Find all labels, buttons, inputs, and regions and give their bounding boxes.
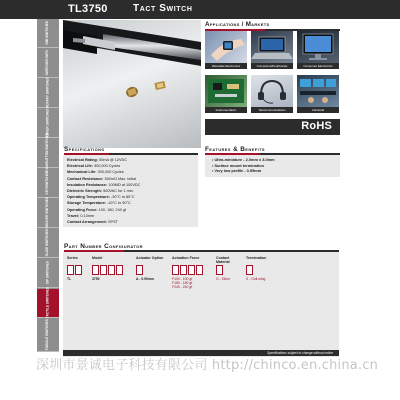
pn-cell-series-1 — [67, 265, 74, 275]
pn-cell-actuator — [136, 265, 143, 275]
app-instrumentation — [205, 75, 247, 113]
applications-title: Applications / Markets — [205, 21, 270, 28]
spec-row: Travel: 0.13mm — [67, 213, 95, 218]
pn-option-force-180: F180 - 180 gf — [172, 281, 193, 285]
pn-option-contact: G - Silver — [216, 277, 231, 281]
rohs-label: RoHS — [301, 120, 332, 132]
spec-row: Electrical Rating: 50mA @ 12VDC — [67, 158, 128, 162]
spec-row: Operating Force: 100, 180, 240 gf — [67, 207, 127, 212]
app-caption: Instrumentation — [205, 107, 247, 113]
monitor-icon — [297, 31, 339, 63]
tab-switches-info[interactable]: SWITCHES INFO — [37, 49, 59, 78]
spec-row: Storage Temperature: -40°C to 90°C — [67, 201, 131, 206]
pn-cell-force-1 — [172, 265, 179, 275]
app-computers — [251, 31, 293, 69]
features-title: Features & Benefits — [205, 146, 265, 153]
product-photo — [63, 20, 201, 148]
app-caption: Industrial — [297, 107, 339, 113]
app-wearable — [205, 31, 247, 69]
spec-row: Insulation Resistance: 100MΩ at 100VDC — [67, 182, 141, 187]
feature-item: • Very low profile - 0.55mm — [212, 168, 262, 174]
tab-dip-switches[interactable]: DIP SWITCHES — [37, 259, 59, 288]
pn-cell-model-3 — [108, 265, 115, 275]
tab-keyswitches[interactable]: KEYSWITCHES — [37, 169, 59, 198]
features-list — [212, 157, 332, 174]
tab-rocker-switches[interactable]: ROCKER SWITCHES — [37, 199, 59, 228]
app-caption: Consumer Electronics — [297, 63, 339, 69]
control-room-icon — [297, 75, 339, 107]
spec-row: Mechanical Life: 300,000 Cycles — [67, 170, 124, 175]
pn-option-termination: S - Gull-wing — [246, 277, 266, 281]
pn-cell-series-2 — [75, 265, 82, 275]
pn-cell-model-1 — [92, 265, 99, 275]
pn-option-actuator: A - 0.90mm — [136, 277, 154, 281]
headset-icon — [251, 75, 293, 107]
spec-row: Dielectric Strength: 500VAC for 1 min. — [67, 189, 134, 194]
pn-option-force-100: F100 - 100 gf — [172, 277, 193, 281]
category-tabs — [37, 19, 59, 352]
spec-row: Operating Temperature: -30°C to 85°C — [67, 195, 135, 200]
tab-toggle-switches[interactable]: TOGGLE SWITCHES — [37, 319, 59, 352]
pn-label-termination: Termination — [246, 256, 267, 260]
app-caption: Telecommunications — [251, 107, 293, 113]
pn-label-series: Series — [67, 256, 78, 260]
app-telecom — [251, 75, 293, 113]
pn-cell-model-4 — [116, 265, 123, 275]
pn-option-series: TL — [67, 277, 72, 281]
header-bar — [0, 0, 400, 19]
rohs-badge — [205, 119, 340, 135]
spec-row: Contact Resistance: 500mΩ Max. initial — [67, 176, 136, 181]
app-industrial — [297, 75, 339, 113]
spec-row: Contact Arrangement: SPST — [67, 220, 118, 225]
wrist-watch-icon — [205, 31, 247, 63]
tab-emi-switches[interactable]: EMI SWITCHES — [37, 19, 59, 48]
pn-label-actuator: Actuator Option — [136, 256, 164, 260]
tab-tactile-switches[interactable]: TACTILE SWITCHES — [37, 289, 59, 318]
specifications-title: Specifications — [64, 146, 105, 153]
configurator-title: Part Number Configurator — [64, 243, 143, 250]
tab-rotary-switches[interactable]: ROTARY SWITCHES — [37, 79, 59, 108]
pn-cell-contact — [216, 265, 223, 275]
pn-option-force-240: F240 - 240 gf — [172, 285, 193, 289]
pn-cell-force-4 — [196, 265, 203, 275]
circuit-board-icon — [205, 75, 247, 107]
product-title: Tact Switch — [133, 3, 193, 14]
specifications-list — [67, 157, 197, 225]
tab-slide-switches[interactable]: SLIDE SWITCHES — [37, 229, 59, 258]
spec-row: Electrical Life: 300,000 Cycles — [67, 164, 121, 169]
pn-cell-force-2 — [180, 265, 187, 275]
model-number: TL3750 — [68, 3, 108, 15]
pn-cell-termination — [246, 265, 253, 275]
pen-and-switches-image — [63, 20, 201, 148]
tab-pushbutton-switches[interactable]: PUSHBUTTON SWITCHES — [37, 139, 59, 168]
pn-option-model: 3750 — [92, 277, 100, 281]
laptop-icon — [251, 31, 293, 63]
feature-item: • Ultra-miniature - 2.0mm x 3.0mm — [212, 157, 275, 162]
tab-lever-switches[interactable]: LEVER SWITCHES — [37, 109, 59, 138]
pn-label-force: Actuation Force — [172, 256, 200, 260]
feature-item: • Surface mount termination — [212, 162, 264, 168]
app-caption: Wearable Electronics — [205, 63, 247, 69]
app-caption: Computers/Peripherals — [251, 63, 293, 69]
spec-change-note: Specifications subject to change without notice — [267, 351, 333, 355]
watermark-text: 深圳市景诚电子科技有限公司 http://chinco.en.china.cn — [36, 358, 379, 373]
pn-cell-force-3 — [188, 265, 195, 275]
pn-label-model: Model — [92, 256, 103, 260]
pn-cell-model-2 — [100, 265, 107, 275]
app-consumer — [297, 31, 339, 69]
pn-label-contact: Contact Material — [216, 256, 230, 265]
